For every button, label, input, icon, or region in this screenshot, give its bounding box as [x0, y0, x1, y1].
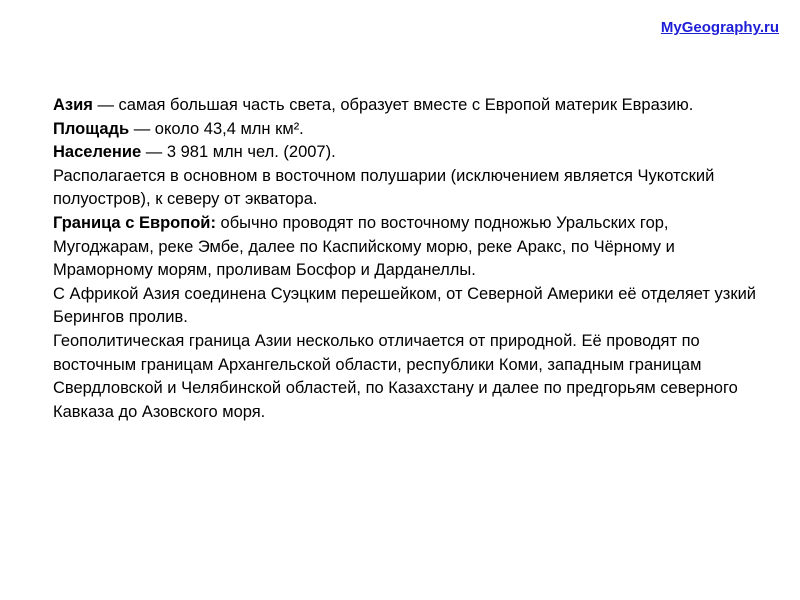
population-text: — 3 981 млн чел. (2007).: [141, 143, 336, 162]
asia-term: Азия: [53, 96, 93, 114]
site-link[interactable]: MyGeography.ru: [660, 19, 779, 36]
population-term: Население: [53, 143, 142, 162]
border-term: Граница с Европой:: [53, 213, 216, 232]
slide-body: [53, 94, 765, 424]
area-term: Площадь: [53, 119, 130, 138]
asia-paragraph: [53, 94, 765, 118]
area-text: — около 43,4 млн км².: [129, 119, 304, 138]
border-paragraph: [53, 212, 765, 283]
geopolitical-paragraph: Геополитическая граница Азии несколько отличается от природной. Её проводят по восточным границам Архангельской области, республики Коми, западным границам Свердловской и Челябинской областей, по Казахстану и далее по предгорьям северного Кавказа до Азовского моря.: [53, 331, 738, 421]
africa-paragraph: С Африкой Азия соединена Суэцким перешейком, от Северной Америки её отделяет узкий Берингов пролив.: [53, 284, 757, 327]
location-paragraph: Располагается в основном в восточном полушарии (исключением является Чукотский полуостров), к северу от экватора.: [53, 166, 715, 209]
asia-text: — самая большая часть света, образует вместе с Европой материк Евразию.: [92, 96, 694, 114]
border-text: обычно проводят по восточному подножью Уральских гор, Мугоджарам, реке Эмбе, далее по Каспийскому морю, реке Аракс, по Чёрному и Мраморному морям, проливам Босфор и Дарданеллы.: [53, 213, 675, 280]
area-paragraph: [53, 118, 765, 142]
population-paragraph: [53, 141, 765, 165]
